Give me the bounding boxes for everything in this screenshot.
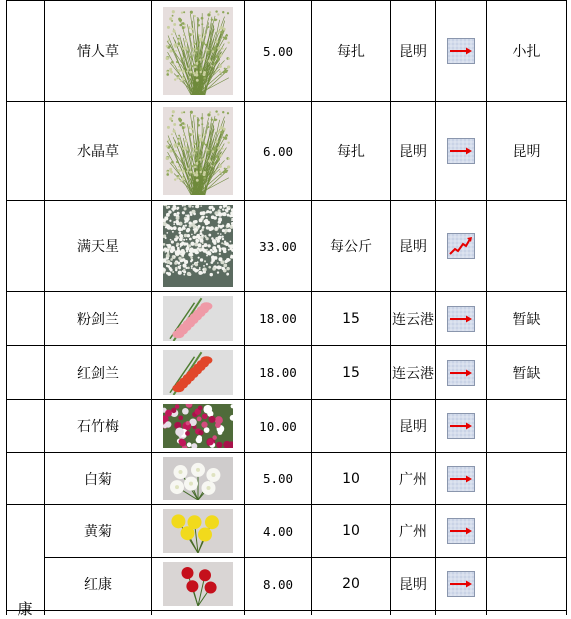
origin-cell: 昆明 <box>391 558 435 610</box>
grid-line-vertical <box>6 0 7 615</box>
flower-name-cell: 红剑兰 <box>45 346 151 399</box>
note-cell: 小扎 <box>487 1 566 101</box>
unit-cell: 10 <box>312 505 390 557</box>
flower-name-cell: 水晶草 <box>45 102 151 200</box>
grid-line-vertical <box>566 0 567 615</box>
flat-arrow-icon <box>447 518 475 544</box>
origin-cell: 连云港 <box>391 346 435 399</box>
flower-name-cell: 白菊 <box>45 453 151 504</box>
flower-photo <box>163 562 233 606</box>
flower-name-cell: 粉剑兰 <box>45 292 151 345</box>
flat-arrow-icon <box>447 413 475 439</box>
rising-trend-icon <box>447 233 475 259</box>
price-cell: 6.00 <box>245 102 311 200</box>
price-cell: 4.00 <box>245 505 311 557</box>
price-cell: 8.00 <box>245 558 311 610</box>
note-cell <box>487 505 566 557</box>
unit-cell: 每扎 <box>312 1 390 101</box>
flower-photo <box>163 107 233 195</box>
unit-cell: 10 <box>312 453 390 504</box>
unit-cell: 每扎 <box>312 102 390 200</box>
flower-name-cell: 红康 <box>45 558 151 610</box>
flower-photo <box>163 350 233 395</box>
grid-line-vertical <box>435 0 436 615</box>
origin-cell: 昆明 <box>391 400 435 452</box>
origin-cell: 广州 <box>391 505 435 557</box>
flower-photo <box>163 296 233 341</box>
price-cell: 10.00 <box>245 400 311 452</box>
grid-line-vertical <box>151 0 152 615</box>
note-cell <box>487 201 566 291</box>
price-cell: 33.00 <box>245 201 311 291</box>
unit-cell: 15 <box>312 292 390 345</box>
flower-name-cell: 情人草 <box>45 1 151 101</box>
category-label: 康 <box>6 598 44 619</box>
flat-arrow-icon <box>447 360 475 386</box>
flower-photo <box>163 404 233 448</box>
origin-cell: 广州 <box>391 453 435 504</box>
flower-photo <box>163 205 233 287</box>
flat-arrow-icon <box>447 466 475 492</box>
unit-cell: 每公斤 <box>312 201 390 291</box>
flower-name-cell: 石竹梅 <box>45 400 151 452</box>
unit-cell: 20 <box>312 558 390 610</box>
price-cell: 18.00 <box>245 346 311 399</box>
flower-photo <box>163 7 233 95</box>
note-cell <box>487 453 566 504</box>
price-cell: 18.00 <box>245 292 311 345</box>
flower-name-cell: 满天星 <box>45 201 151 291</box>
price-cell: 5.00 <box>245 1 311 101</box>
origin-cell: 连云港 <box>391 292 435 345</box>
note-cell <box>487 558 566 610</box>
note-cell: 暂缺 <box>487 292 566 345</box>
flower-photo <box>163 509 233 553</box>
flower-photo <box>163 457 233 500</box>
grid-line-horizontal <box>6 610 567 611</box>
note-cell <box>487 400 566 452</box>
unit-cell: 15 <box>312 346 390 399</box>
flower-name-cell: 黄菊 <box>45 505 151 557</box>
flat-arrow-icon <box>447 38 475 64</box>
flat-arrow-icon <box>447 306 475 332</box>
unit-cell <box>312 400 390 452</box>
flat-arrow-icon <box>447 138 475 164</box>
origin-cell: 昆明 <box>391 1 435 101</box>
origin-cell: 昆明 <box>391 201 435 291</box>
origin-cell: 昆明 <box>391 102 435 200</box>
flat-arrow-icon <box>447 571 475 597</box>
price-cell: 5.00 <box>245 453 311 504</box>
note-cell: 暂缺 <box>487 346 566 399</box>
note-cell: 昆明 <box>487 102 566 200</box>
